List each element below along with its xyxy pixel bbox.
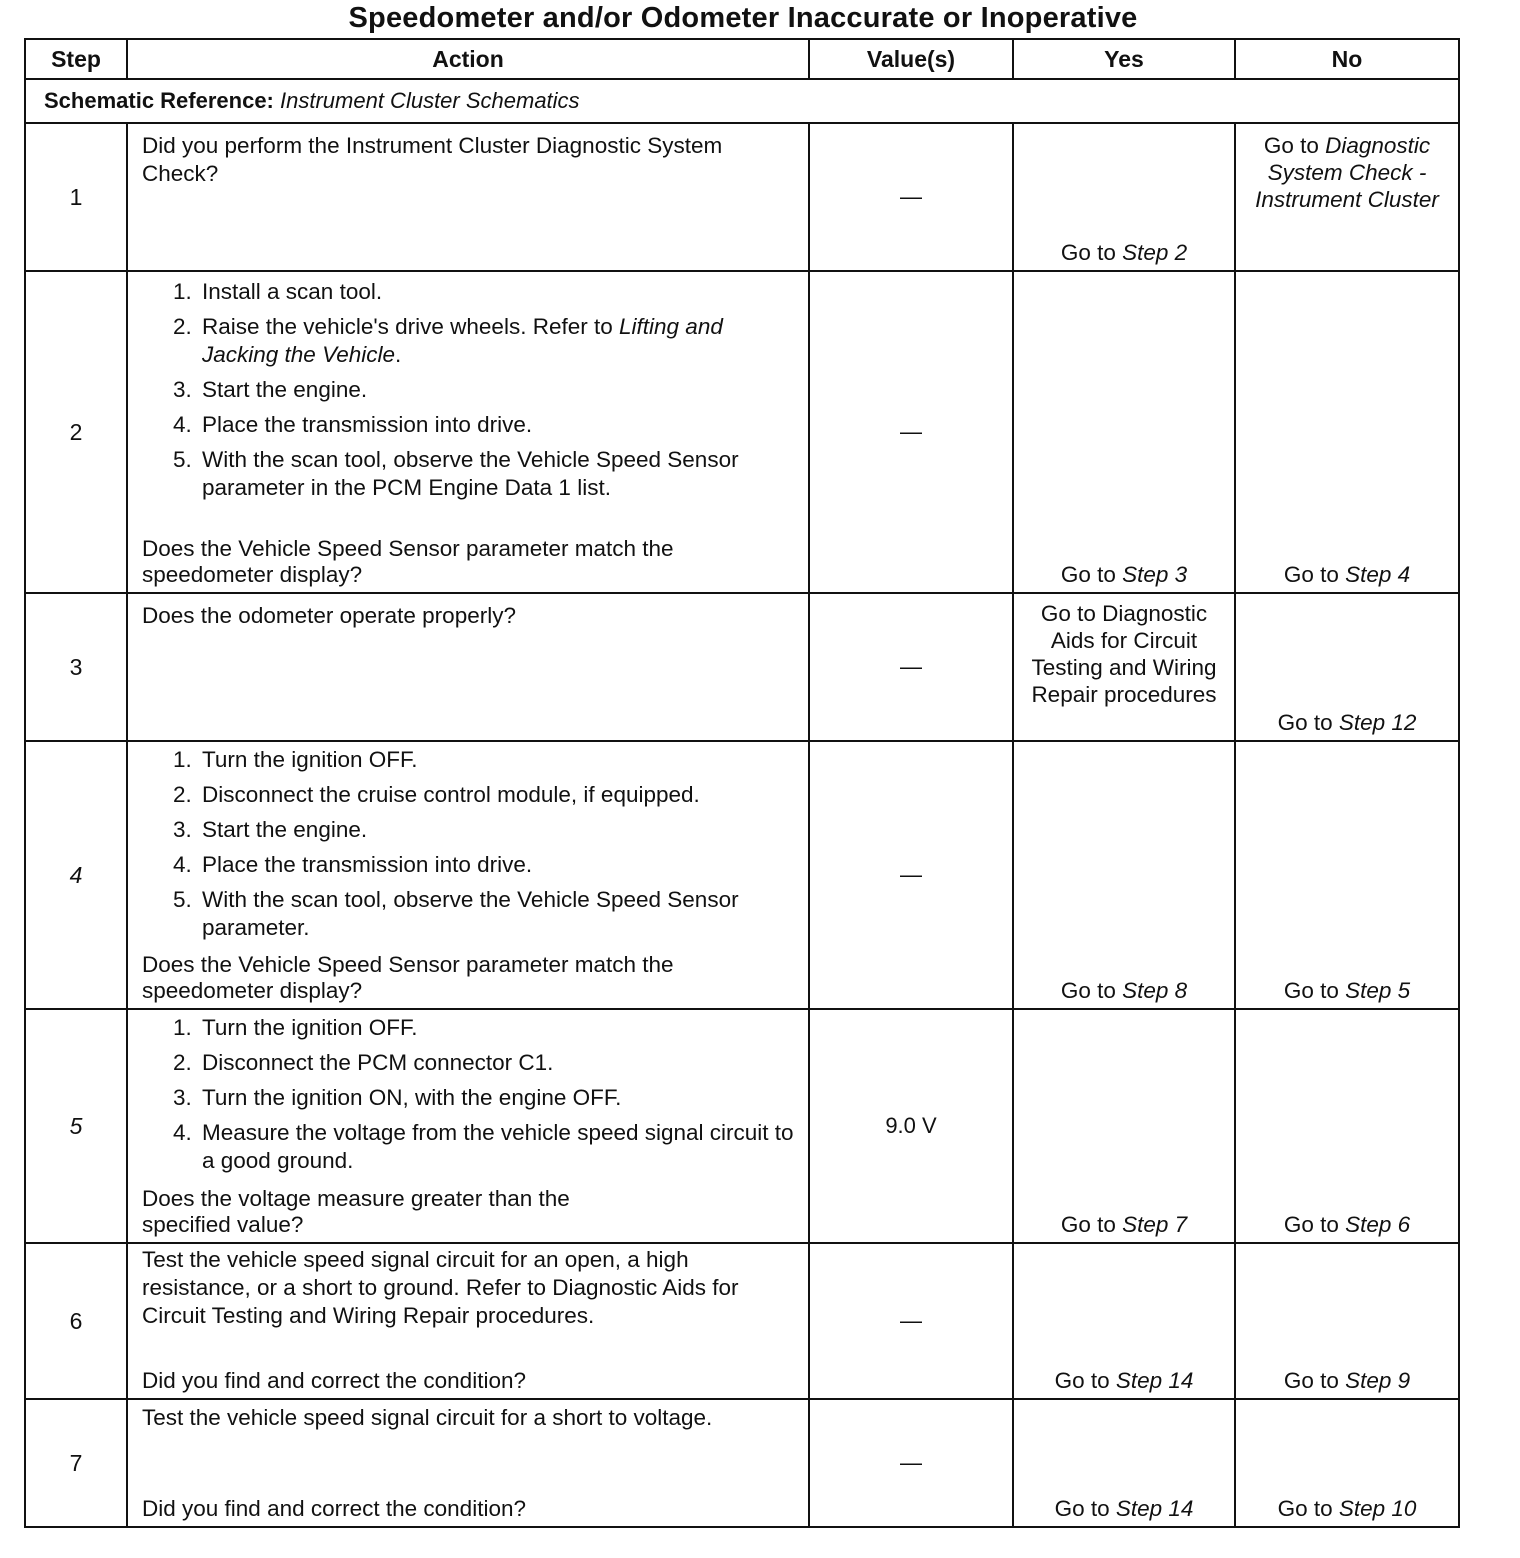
action-cell: [127, 271, 809, 593]
no-goto[interactable]: [1236, 561, 1458, 588]
value-cell: —: [809, 1243, 1013, 1399]
diagnostic-table: [24, 38, 1460, 1528]
no-cell: [1235, 123, 1459, 271]
action-text: Test the vehicle speed signal circuit for an open, a high resistance, or a short to ground. Refer to Diagnostic Aids for Circuit Testing and Wiring Repair procedures.: [142, 1247, 739, 1328]
action-step: 3. Turn the ignition ON, with the engine OFF.: [198, 1084, 798, 1112]
goto-prefix: Go to: [1277, 1496, 1339, 1521]
yes-cell: [1013, 741, 1235, 1009]
action-cell: [127, 741, 809, 1009]
action-step: 3. Start the engine.: [198, 376, 798, 404]
step-link[interactable]: Step 2: [1122, 240, 1188, 265]
step-link[interactable]: Step 9: [1345, 1368, 1411, 1393]
no-cell: [1235, 741, 1459, 1009]
header-step: Step: [25, 39, 127, 79]
no-goto[interactable]: [1236, 1211, 1458, 1238]
value-cell: —: [809, 593, 1013, 741]
schematic-reference-link[interactable]: Instrument Cluster Schematics: [280, 88, 580, 113]
diagnostic-link[interactable]: Diagnostic System Check - Instrument Cluster: [1255, 133, 1439, 212]
goto-prefix: Go to: [1277, 710, 1339, 735]
no-goto[interactable]: [1236, 124, 1458, 213]
step-link[interactable]: Step 8: [1122, 978, 1188, 1003]
action-question: Did you find and correct the condition?: [142, 1496, 526, 1521]
action-step: 4. Place the transmission into drive.: [198, 851, 798, 879]
action-question: Does the Vehicle Speed Sensor parameter match the speedometer display?: [142, 536, 674, 587]
step-number: 7: [25, 1399, 127, 1527]
yes-goto[interactable]: [1014, 977, 1234, 1004]
no-goto[interactable]: [1236, 1367, 1458, 1394]
reference-link[interactable]: Lifting and Jacking the Vehicle: [202, 314, 723, 367]
table-row: [25, 593, 1459, 741]
action-cell: [127, 1243, 809, 1399]
no-goto[interactable]: [1236, 709, 1458, 736]
action-cell: [127, 1399, 809, 1527]
no-goto[interactable]: [1236, 977, 1458, 1004]
step-link[interactable]: Step 10: [1338, 1496, 1417, 1521]
yes-cell: [1013, 1009, 1235, 1243]
table-row: [25, 741, 1459, 1009]
action-steps: [142, 746, 798, 949]
no-cell: [1235, 593, 1459, 741]
goto-prefix: Go to: [1283, 978, 1346, 1003]
value-cell: —: [809, 1399, 1013, 1527]
step-link[interactable]: Step 12: [1338, 710, 1417, 735]
goto-prefix: Go to: [1060, 240, 1123, 265]
goto-prefix: Go to: [1283, 1212, 1346, 1237]
action-cell: [127, 593, 809, 741]
schematic-reference: [25, 79, 1459, 123]
table-row: [25, 123, 1459, 271]
goto-prefix: Go to: [1060, 1212, 1123, 1237]
goto-prefix: Go to: [1060, 978, 1123, 1003]
goto-prefix: Go to: [1054, 1496, 1116, 1521]
yes-cell: [1013, 593, 1235, 741]
action-text: Test the vehicle speed signal circuit for a short to voltage.: [142, 1405, 713, 1430]
goto-prefix: Go to: [1054, 1368, 1116, 1393]
header-action: Action: [127, 39, 809, 79]
action-step: 4. Place the transmission into drive.: [198, 411, 798, 439]
action-step: 1. Turn the ignition OFF.: [198, 1014, 798, 1042]
step-link[interactable]: Step 4: [1345, 562, 1411, 587]
step-number: 1: [25, 123, 127, 271]
action-step: 2. Disconnect the PCM connector C1.: [198, 1049, 798, 1077]
action-step: 4. Measure the voltage from the vehicle speed signal circuit to a good ground.: [198, 1119, 798, 1175]
goto-prefix: Go to: [1283, 1368, 1346, 1393]
step-link[interactable]: Step 5: [1345, 978, 1411, 1003]
action-steps: [142, 1014, 798, 1182]
step-link[interactable]: Step 14: [1115, 1368, 1194, 1393]
value-cell: —: [809, 741, 1013, 1009]
action-question: Does the voltage measure greater than the specified value?: [142, 1186, 570, 1237]
step-link[interactable]: Step 14: [1115, 1496, 1194, 1521]
no-cell: [1235, 1009, 1459, 1243]
yes-cell: [1013, 271, 1235, 593]
yes-goto[interactable]: Go to Diagnostic Aids for Circuit Testing and Wiring Repair procedures: [1031, 601, 1217, 707]
table-row: [25, 1009, 1459, 1243]
step-number-text: 4: [69, 861, 83, 888]
action-text: Did you perform the Instrument Cluster Diagnostic System Check?: [142, 133, 723, 186]
step-link[interactable]: Step 7: [1122, 1212, 1188, 1237]
no-cell: [1235, 1399, 1459, 1527]
step-number: 6: [25, 1243, 127, 1399]
step-number: 3: [25, 593, 127, 741]
action-cell: [127, 123, 809, 271]
yes-goto[interactable]: [1014, 1211, 1234, 1238]
goto-prefix: Go to: [1263, 133, 1326, 158]
header-no: No: [1235, 39, 1459, 79]
no-cell: [1235, 271, 1459, 593]
step-text: Raise the vehicle's drive wheels. Refer to: [202, 314, 613, 339]
yes-goto[interactable]: [1014, 239, 1234, 266]
no-goto[interactable]: [1236, 1495, 1458, 1522]
action-cell: [127, 1009, 809, 1243]
table-row: [25, 271, 1459, 593]
table-row: [25, 1243, 1459, 1399]
table-row: [25, 1399, 1459, 1527]
yes-cell: [1013, 1243, 1235, 1399]
action-step: 3. Start the engine.: [198, 816, 798, 844]
action-question: Does the Vehicle Speed Sensor parameter match the speedometer display?: [142, 952, 674, 1003]
value-cell: 9.0 V: [809, 1009, 1013, 1243]
action-question: Did you find and correct the condition?: [142, 1368, 526, 1393]
action-step: 2. Raise the vehicle's drive wheels. Refer to Lifting and Jacking the Vehicle.: [198, 313, 798, 369]
schematic-reference-row: [25, 79, 1459, 123]
step-number-text: 5: [69, 1112, 83, 1139]
action-text: Does the odometer operate properly?: [142, 603, 516, 628]
step-number: 2: [25, 271, 127, 593]
page-title: Speedometer and/or Odometer Inaccurate or Inoperative: [348, 2, 1138, 34]
yes-goto[interactable]: [1014, 561, 1234, 588]
yes-cell: [1013, 1399, 1235, 1527]
action-step: 5. With the scan tool, observe the Vehicle Speed Sensor parameter in the PCM Engine Data 1 list.: [198, 446, 798, 502]
schematic-reference-label: Schematic Reference:: [44, 88, 274, 113]
step-link[interactable]: Step 3: [1122, 562, 1188, 587]
step-number: [25, 741, 127, 1009]
action-step: 1. Turn the ignition OFF.: [198, 746, 798, 774]
action-step: 5. With the scan tool, observe the Vehicle Speed Sensor parameter.: [198, 886, 798, 942]
action-steps: [142, 278, 798, 509]
value-cell: —: [809, 271, 1013, 593]
yes-goto[interactable]: [1014, 1367, 1234, 1394]
no-cell: [1235, 1243, 1459, 1399]
action-step: 1. Install a scan tool.: [198, 278, 798, 306]
header-row: [25, 39, 1459, 79]
header-values: Value(s): [809, 39, 1013, 79]
yes-goto[interactable]: [1014, 1495, 1234, 1522]
goto-prefix: Go to: [1060, 562, 1123, 587]
step-link[interactable]: Step 6: [1345, 1212, 1411, 1237]
step-number: [25, 1009, 127, 1243]
value-cell: —: [809, 123, 1013, 271]
yes-cell: [1013, 123, 1235, 271]
goto-prefix: Go to: [1283, 562, 1346, 587]
action-step: 2. Disconnect the cruise control module, if equipped.: [198, 781, 798, 809]
header-yes: Yes: [1013, 39, 1235, 79]
